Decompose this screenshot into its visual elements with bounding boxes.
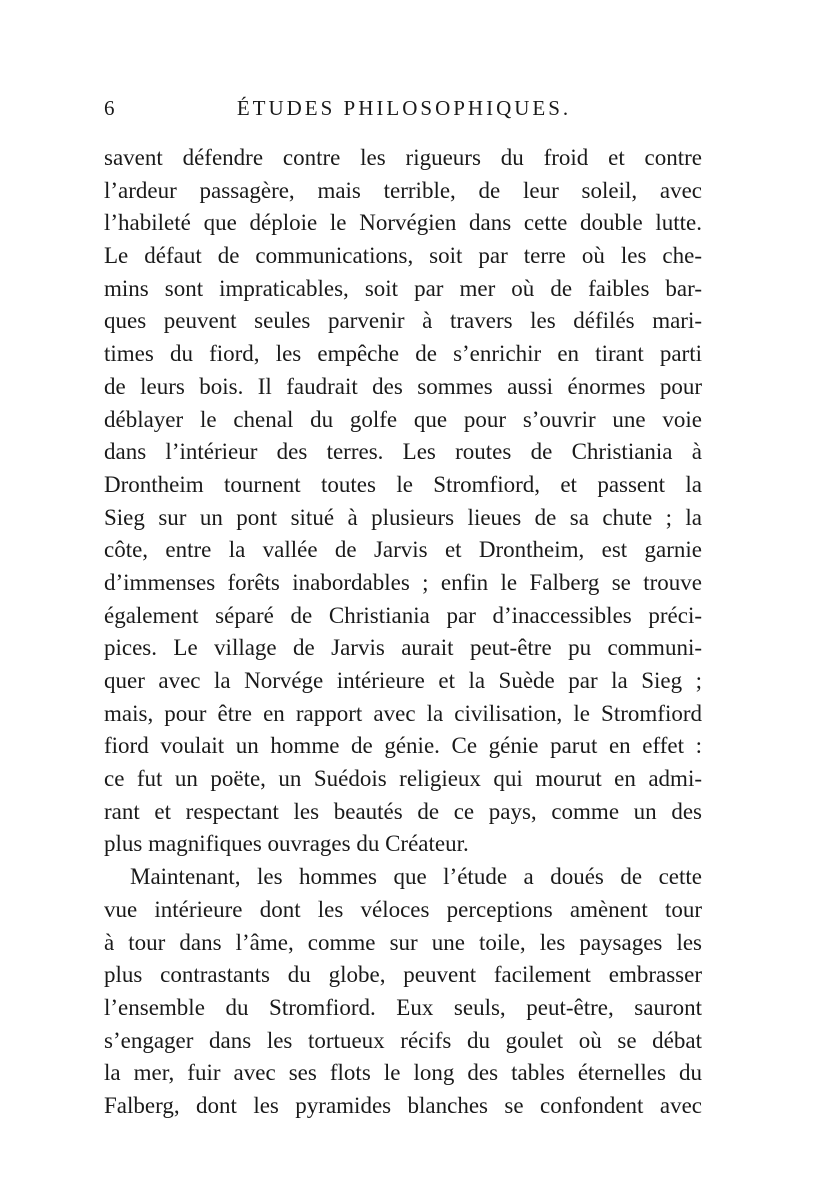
text-line: dans l’intérieur des terres. Les routes de Christiania à [104, 439, 702, 465]
text-line: pices. Le village de Jarvis aurait peut-être pu communi- [104, 635, 702, 661]
text-line: l’habileté que déploie le Norvégien dans cette double lutte. [104, 210, 702, 236]
text-line: fiord voulait un homme de génie. Ce génie parut en effet : [104, 733, 702, 759]
text-line: mins sont impraticables, soit par mer où de faibles bar- [104, 275, 702, 301]
text-line: Falberg, dont les pyramides blanches se confondent avec [104, 1092, 702, 1118]
text-line: plus contrastants du globe, peuvent facilement embrasser [104, 962, 702, 988]
text-line: la mer, fuir avec ses flots le long des tables éternelles du [104, 1060, 702, 1086]
text-line: s’engager dans les tortueux récifs du goulet où se débat [104, 1027, 702, 1053]
text-line: savent défendre contre les rigueurs du froid et contre [104, 145, 702, 170]
text-line: l’ardeur passagère, mais terrible, de leur soleil, avec [104, 177, 702, 203]
text-line: ce fut un poëte, un Suédois religieux qui mourut en admi- [104, 766, 702, 792]
text-line: times du fiord, les empêche de s’enrichir en tirant parti [104, 341, 702, 367]
paragraph-start-line: Maintenant, les hommes que l’étude a doués de cette [130, 864, 702, 890]
text-line: l’ensemble du Stromfiord. Eux seuls, peut-être, sauront [104, 994, 702, 1020]
text-line: vue intérieure dont les véloces perceptions amènent tour [104, 896, 702, 922]
running-title: ÉTUDES PHILOSOPHIQUES. [236, 96, 572, 120]
text-line: ques peuvent seules parvenir à travers les défilés mari- [104, 308, 702, 334]
text-line: quer avec la Norvége intérieure et la Suède par la Sieg ; [104, 668, 702, 693]
text-line: Le défaut de communications, soit par terre où les che- [104, 243, 702, 269]
text-line: à tour dans l’âme, comme sur une toile, les paysages les [104, 929, 702, 955]
text-line: déblayer le chenal du golfe que pour s’ouvrir une voie [104, 406, 702, 432]
text-line: mais, pour être en rapport avec la civilisation, le Stromfiord [104, 700, 702, 726]
text-line: d’immenses forêts inabordables ; enfin le Falberg se trouve [104, 569, 702, 595]
page-header [104, 96, 704, 130]
text-line: également séparé de Christiania par d’inaccessibles préci- [104, 602, 702, 628]
text-line: rant et respectant les beautés de ce pays, comme un des [104, 798, 702, 824]
page-number: 6 [104, 96, 117, 120]
text-line: côte, entre la vallée de Jarvis et Drontheim, est garnie [104, 537, 702, 563]
text-line: Sieg sur un pont situé à plusieurs lieues de sa chute ; la [104, 504, 702, 530]
paragraph-end-line: plus magnifiques ouvrages du Créateur. [104, 831, 469, 857]
text-line: de leurs bois. Il faudrait des sommes aussi énormes pour [104, 373, 702, 399]
text-line: Drontheim tournent toutes le Stromfiord, et passent la [104, 471, 702, 497]
body-text [104, 142, 702, 1123]
